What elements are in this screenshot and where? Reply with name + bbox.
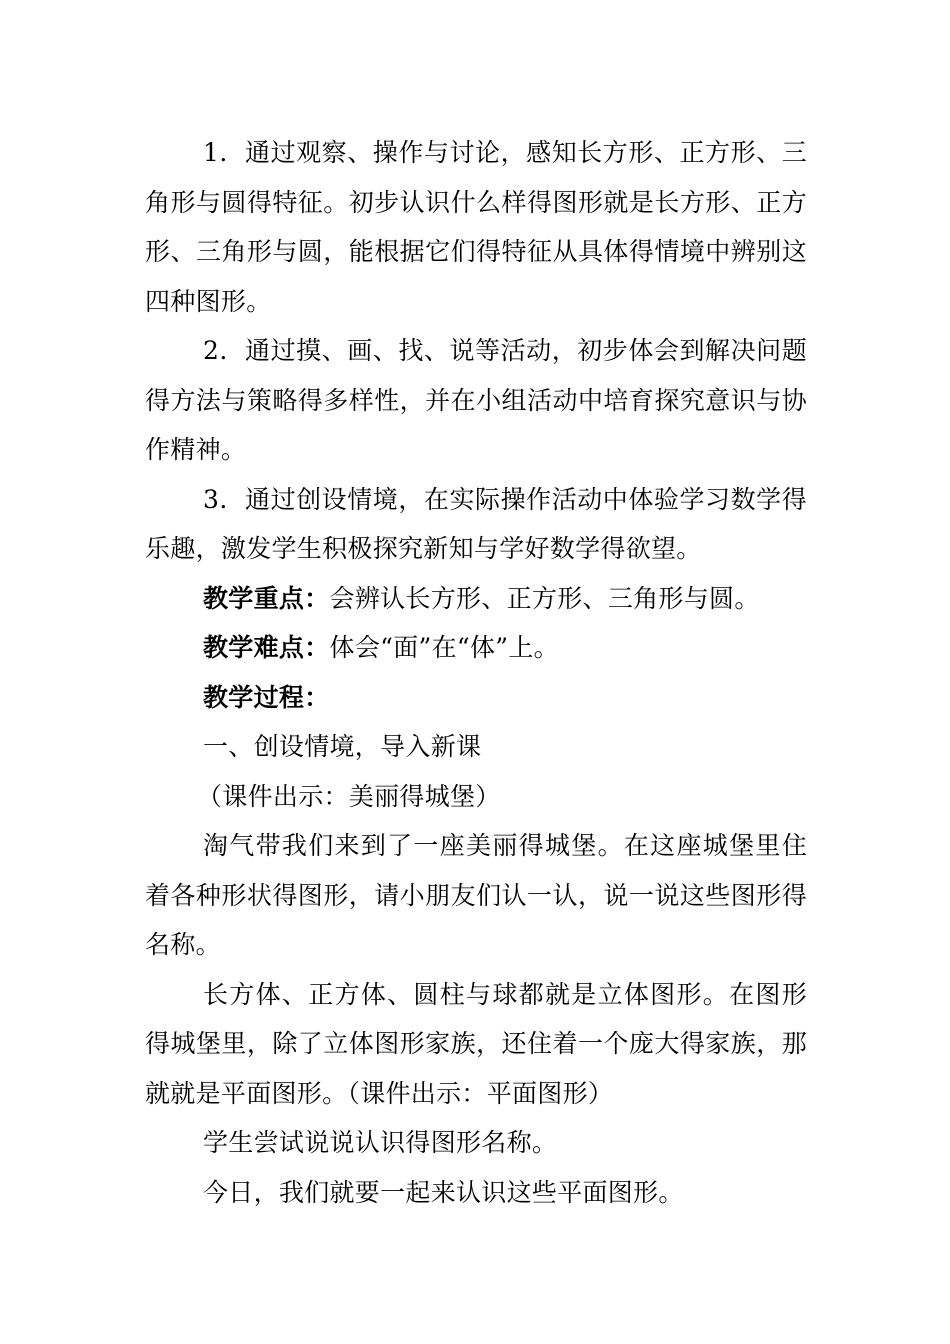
- section-1-note: （课件出示：美丽得城堡）: [197, 781, 501, 811]
- document-body: [145, 128, 807, 1217]
- section-1-paragraph-1: 淘气带我们来到了一座美丽得城堡。在这座城堡里住着各种形状得图形，请小朋友们认一认，说一说这些图形得名称。: [145, 831, 807, 959]
- key-point-label: 教学重点：: [203, 583, 330, 613]
- key-point-text: 会辨认长方形、正方形、三角形与圆。: [329, 583, 760, 613]
- section-1-heading: 一、创设情境，导入新课: [203, 732, 482, 761]
- key-point: [145, 574, 807, 624]
- difficulty: [145, 623, 807, 673]
- section-1-paragraph-2: 长方体、正方体、圆柱与球都就是立体图形。在图形得城堡里，除了立体图形家族，还住着一个庞大得家族，那就就是平面图形。（课件出示：平面图形）: [145, 979, 807, 1108]
- objective-2: 2．通过摸、画、找、说等活动，初步体会到解决问题得方法与策略得多样性，并在小组活动中培育探究意识与协作精神。: [145, 336, 807, 464]
- difficulty-label: 教学难点：: [203, 633, 330, 662]
- difficulty-text: 体会“面”在“体”上。: [329, 633, 559, 662]
- process-label: 教学过程：: [203, 682, 330, 712]
- objective-3: 3．通过创设情境，在实际操作活动中体验学习数学得乐趣，激发学生积极探究新知与学好数学得欲望。: [145, 484, 807, 563]
- section-1-paragraph-3: 学生尝试说说认识得图形名称。: [203, 1128, 558, 1157]
- objective-1: 1．通过观察、操作与讨论，感知长方形、正方形、三角形与圆得特征。初步认识什么样得图形就是长方形、正方形、三角形与圆，能根据它们得特征从具体得情境中辨别这四种图形。: [145, 138, 807, 316]
- section-1-paragraph-4: 今日，我们就要一起来认识这些平面图形。: [203, 1177, 684, 1207]
- process-heading: [145, 673, 807, 723]
